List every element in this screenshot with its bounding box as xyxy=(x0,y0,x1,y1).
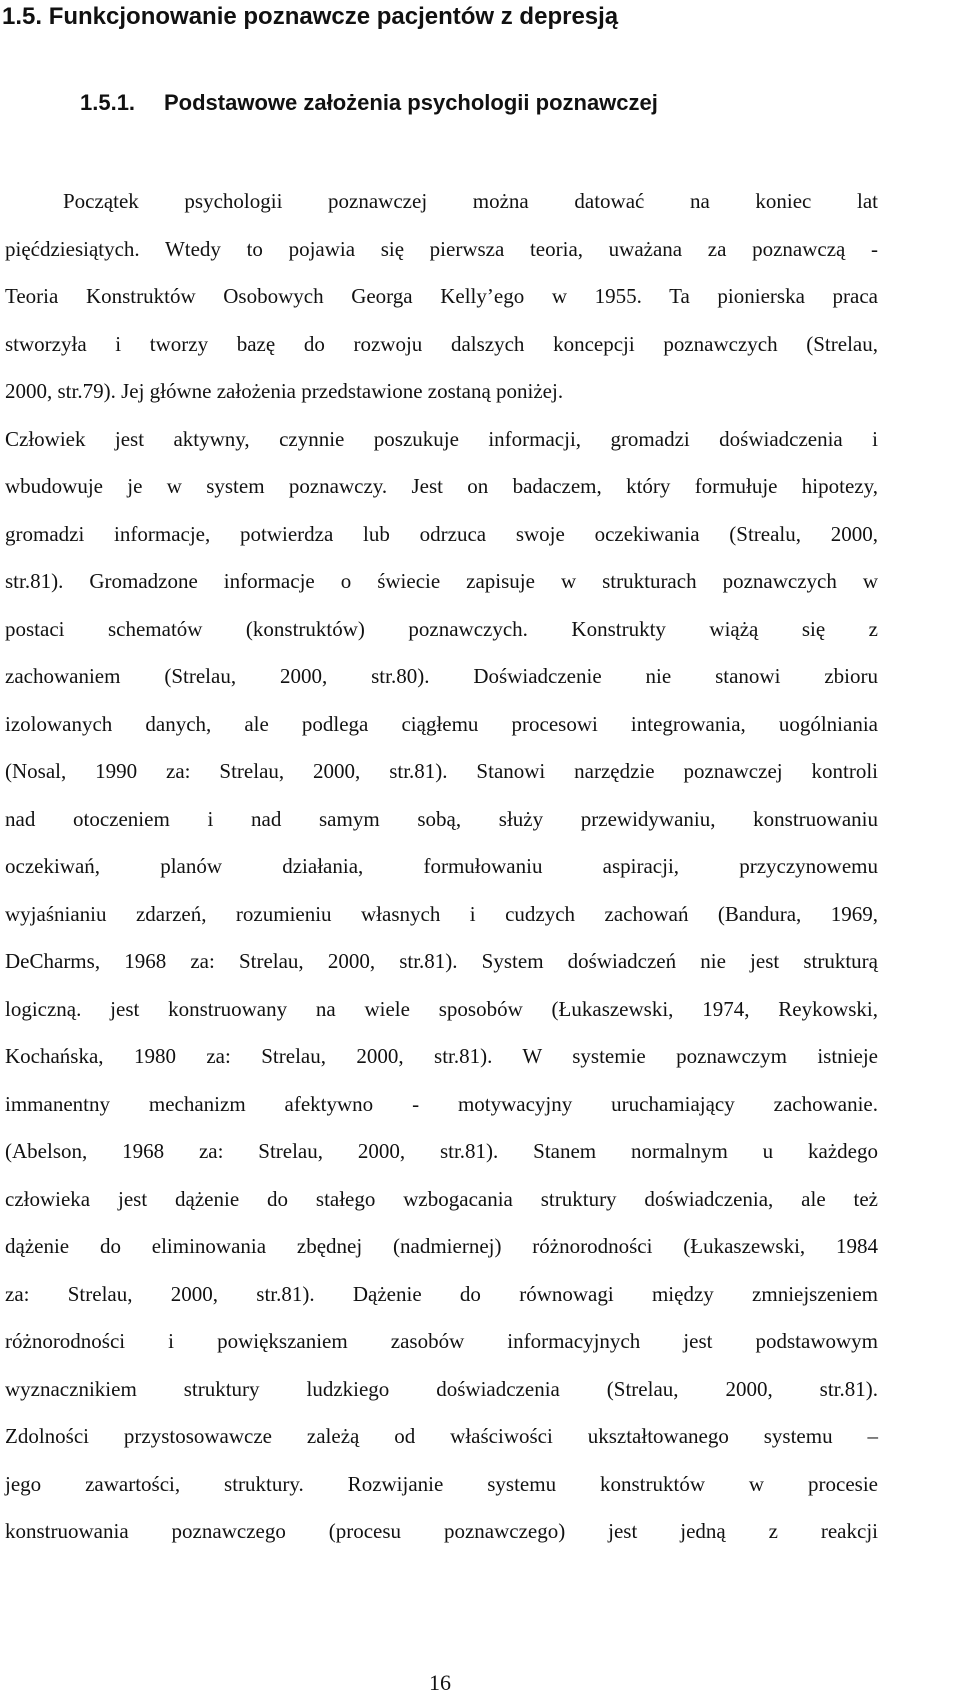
text-line: izolowanych danych, ale podlega ciągłemu procesowi integrowania, uogólniania xyxy=(5,711,878,736)
text-line: Kochańska, 1980 za: Strelau, 2000, str.81). W systemie poznawczym istnieje xyxy=(5,1044,878,1068)
text-line: dążenie do eliminowania zbędnej (nadmiernej) różnorodności (Łukaszewski, 1984 xyxy=(5,1234,878,1258)
text-line: konstruowania poznawczego (procesu poznawczego) jest jedną z reakcji xyxy=(5,1519,878,1543)
text-line: logiczną. jest konstruowany na wiele sposobów (Łukaszewski, 1974, Reykowski, xyxy=(5,996,878,1021)
text-line: str.81). Gromadzone informacje o świecie zapisuje w strukturach poznawczych w xyxy=(5,569,878,593)
text-line: jego zawartości, struktury. Rozwijanie systemu konstruktów w procesie xyxy=(5,1471,878,1496)
text-line: wyznacznikiem struktury ludzkiego doświadczenia (Strelau, 2000, str.81). xyxy=(5,1376,878,1401)
text-line: Człowiek jest aktywny, czynnie poszukuje informacji, gromadzi doświadczenia i xyxy=(5,426,878,451)
text-line: stworzyła i tworzy bazę do rozwoju dalszych koncepcji poznawczych (Strelau, xyxy=(5,331,878,356)
text-line: (Abelson, 1968 za: Strelau, 2000, str.81). Stanem normalnym u każdego xyxy=(5,1139,878,1163)
text-line: 2000, str.79). Jej główne założenia przedstawione zostaną poniżej. xyxy=(5,379,564,403)
section-heading: 1.5. Funkcjonowanie poznawcze pacjentów z depresją xyxy=(2,3,619,30)
text-line: postaci schematów (konstruktów) poznawczych. Konstrukty wiążą się z xyxy=(5,616,878,641)
page-number: 16 xyxy=(429,1670,451,1695)
text-line: zachowaniem (Strelau, 2000, str.80). Doświadczenie nie stanowi zbioru xyxy=(5,664,878,688)
text-line: Teoria Konstruktów Osobowych Georga Kelly’ego w 1955. Ta pionierska praca xyxy=(5,284,878,308)
text-line: wbudowuje je w system poznawczy. Jest on badaczem, który formułuje hipotezy, xyxy=(5,474,878,498)
text-line: za: Strelau, 2000, str.81). Dążenie do równowagi między zmniejszeniem xyxy=(5,1281,878,1306)
text-line: Początek psychologii poznawczej można datować na koniec lat xyxy=(63,189,878,213)
text-line: oczekiwań, planów działania, formułowaniu aspiracji, przyczynowemu xyxy=(5,854,878,878)
subsection-heading xyxy=(80,88,658,118)
text-line: (Nosal, 1990 za: Strelau, 2000, str.81). Stanowi narzędzie poznawczej kontroli xyxy=(5,759,878,783)
text-line: Zdolności przystosowawcze zależą od właściwości ukształtowanego systemu – xyxy=(5,1424,878,1448)
text-line: immanentny mechanizm afektywno - motywacyjny uruchamiający zachowanie. xyxy=(5,1091,878,1116)
text-line: różnorodności i powiększaniem zasobów informacyjnych jest podstawowym xyxy=(5,1329,878,1353)
text-line: wyjaśnianiu zdarzeń, rozumieniu własnych i cudzych zachowań (Bandura, 1969, xyxy=(5,901,878,926)
text-line: człowieka jest dążenie do stałego wzbogacania struktury doświadczenia, ale też xyxy=(5,1186,878,1211)
text-line: pięćdziesiątych. Wtedy to pojawia się pierwsza teoria, uważana za poznawczą - xyxy=(5,236,878,261)
subsection-title: Podstawowe założenia psychologii poznawczej xyxy=(164,90,658,115)
text-line: gromadzi informacje, potwierdza lub odrzuca swoje oczekiwania (Strealu, 2000, xyxy=(5,521,878,546)
subsection-number: 1.5.1. xyxy=(80,90,136,115)
text-line: nad otoczeniem i nad samym sobą, służy przewidywaniu, konstruowaniu xyxy=(5,806,878,831)
text-line: DeCharms, 1968 za: Strelau, 2000, str.81). System doświadczeń nie jest strukturą xyxy=(5,949,878,973)
body-text xyxy=(5,178,878,1556)
